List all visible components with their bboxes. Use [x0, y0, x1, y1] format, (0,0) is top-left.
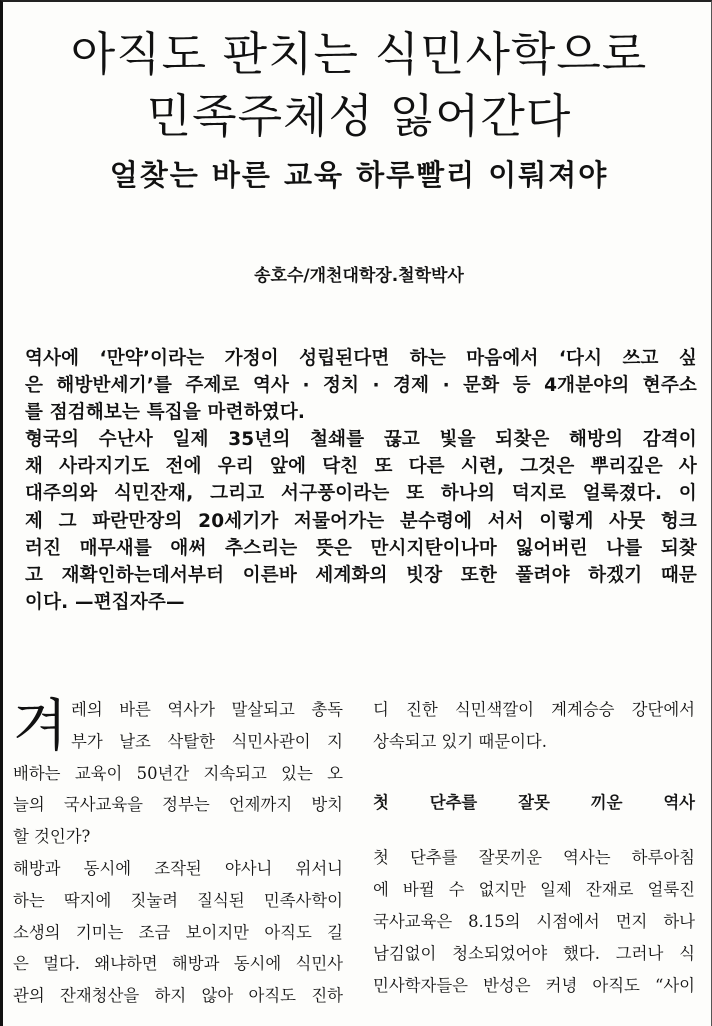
body-line: 늘의 국사교육을 정부는 언제까지 방치: [13, 795, 343, 815]
body-line: 하는 딱지에 짓눌려 질식된 민족사학이: [13, 890, 343, 910]
body-line: 민사학자들은 반성은 커녕 아직도 “사이: [373, 975, 695, 995]
body-column-right: [373, 694, 695, 1001]
body-line: 레의 바른 역사가 말살되고 총독: [71, 700, 343, 719]
body-line: 소생의 기미는 조금 보이지만 아직도 길: [13, 922, 343, 942]
intro-line: 를 점검해보는 특집을 마련하였다.: [25, 402, 306, 424]
body-line: 배하는 교육이 50년간 지속되고 있는 오: [13, 763, 343, 783]
headline-line-2: 민족주체성 잃어간다: [146, 89, 572, 143]
intro-line: 형국의 수난사 일제 35년의 철쇄를 끊고 빛을 되찾은 해방의 감격이: [25, 429, 697, 451]
dropcap-paragraph: [13, 694, 343, 758]
body-line: 할 것인가?: [13, 827, 91, 847]
body-line: 해방과 동시에 조작된 야사니 위서니: [13, 858, 343, 878]
intro-line: 제 그 파란만장의 20세기가 저물어가는 분수령에 서서 이렇게 사뭇 헝크: [25, 510, 697, 532]
headline-line-1: 아직도 판치는 식민사학으로: [70, 27, 648, 81]
section-heading: 첫 단추를 잘못 끼운 역사: [373, 792, 695, 812]
intro-line: 고 재확인하는데서부터 이른바 세계화의 빗장 또한 풀려야 하겠기 때문: [25, 564, 697, 586]
intro-line: 대주의와 식민잔재, 그리고 서구풍이라는 또 하나의 덕지로 얼룩졌다. 이: [25, 483, 697, 505]
body-line: 첫 단추를 잘못끼운 역사는 하루아침: [373, 848, 695, 868]
intro-line: 역사에 ‘만약’이라는 가정이 성립된다면 하는 마음에서 ‘다시 쓰고 싶: [25, 348, 697, 369]
body-line: 국사교육은 8.15의 시점에서 먼지 하나: [373, 911, 695, 931]
intro-line: 채 사라지기도 전에 우리 앞에 닥친 또 다른 시련, 그것은 뿌리깊은 사: [25, 456, 697, 478]
spacer: [373, 818, 695, 842]
body-line: 부가 날조 삭탈한 식민사관이 지: [71, 731, 343, 751]
spacer: [373, 758, 695, 787]
subtitle: 얼찾는 바른 교육 하루빨리 이뤄져야: [109, 158, 609, 192]
intro-line: 러진 매무새를 애써 추스리는 뜻은 만시지탄이나마 잃어버린 나를 되찾: [25, 537, 697, 559]
body-line: 관의 잔재청산을 하지 않아 아직도 진하: [13, 986, 343, 1006]
intro-line: 은 해방반세기’를 주제로 역사 · 정치 · 경제 · 문화 등 4개분야의 현주소: [25, 375, 697, 397]
dropcap-letter: 겨: [13, 694, 68, 759]
intro-line: 이다. —편집자주—: [25, 591, 185, 613]
editor-intro: [25, 345, 697, 616]
body-line: 상속되고 있기 때문이다.: [373, 731, 547, 751]
body-line: 남김없이 청소되었어야 했다. 그러나 식: [373, 943, 695, 963]
body-column-left: [13, 694, 343, 1012]
body-line: 은 멀다. 왜냐하면 해방과 동시에 식민사: [13, 954, 343, 974]
author-byline: 송호수/개천대학장.철학박사: [254, 266, 464, 286]
body-line: 디 진한 식민색깔이 계계승승 강단에서: [373, 700, 695, 719]
body-line: 에 바뀔 수 없지만 일제 잔재로 얼룩진: [373, 880, 695, 900]
